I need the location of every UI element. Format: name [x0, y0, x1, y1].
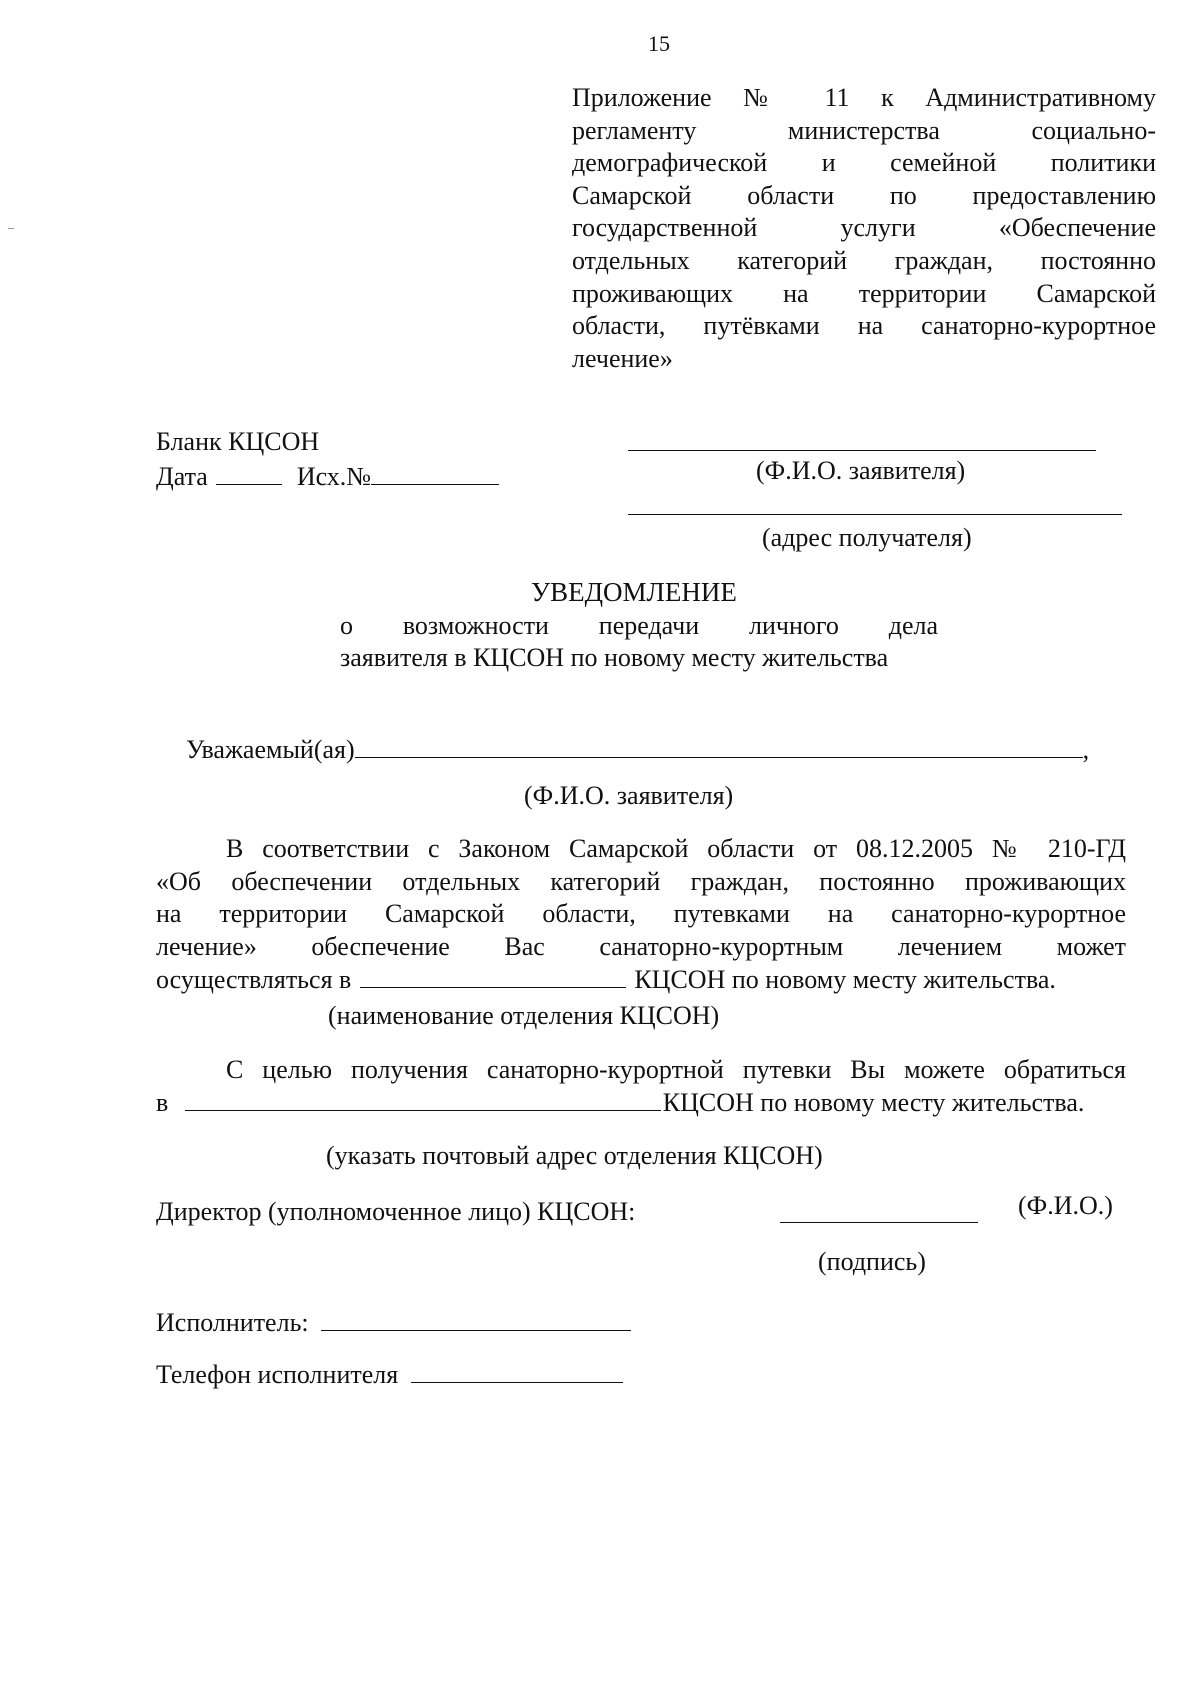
notice-subtitle-line: о возможности передачи личного дела: [340, 611, 938, 640]
paragraph-line: «Об обеспечении отдельных категорий граждан, постоянно проживающих: [156, 866, 1126, 896]
outgoing-number-field: [371, 460, 499, 485]
appendix-line: регламенту министерства социально-: [572, 115, 1156, 145]
executor-row: [156, 1306, 633, 1339]
date-field: [216, 460, 282, 485]
department-address-field: [185, 1086, 661, 1111]
date-label: Дата: [156, 462, 208, 491]
paragraph-line: на территории Самарской области, путевками на санаторно-курортное: [156, 899, 1126, 929]
phone-row: [156, 1358, 625, 1391]
director-fio: (Ф.И.О.): [1018, 1191, 1113, 1220]
salutation-label: Уважаемый(ая): [186, 735, 355, 764]
phone-field: [411, 1358, 623, 1383]
paragraph-law: [156, 833, 1126, 997]
paragraph-prefix: в: [156, 1088, 169, 1117]
scan-speck: [8, 228, 14, 229]
department-address-caption: (указать почтовый адрес отделения КЦСОН): [326, 1141, 823, 1170]
paragraph-contact-line: С целью получения санаторно-курортной путевки Вы можете обратиться: [226, 1055, 1126, 1084]
salutation-row: [186, 733, 1089, 766]
salutation-name-field: [355, 733, 1083, 758]
director-label: Директор (уполномоченное лицо) КЦСОН:: [156, 1197, 636, 1226]
paragraph-line: [156, 963, 1126, 997]
paragraph-line: В соответствии с Законом Самарской области от 08.12.2005 № 210-ГД: [226, 834, 1126, 863]
recipient-address-field: [628, 514, 1122, 515]
page-number: 15: [648, 31, 670, 56]
appendix-line: государственной услуги «Обеспечение: [572, 213, 1156, 243]
phone-label: Телефон исполнителя: [156, 1360, 399, 1389]
paragraph-contact-row: [156, 1086, 1084, 1119]
notice-subtitle-line: заявителя в КЦСОН по новому месту жительства: [340, 643, 889, 672]
salutation-comma: ,: [1082, 735, 1090, 764]
blank-label: Бланк КЦСОН: [156, 427, 320, 456]
applicant-name-caption: (Ф.И.О. заявителя): [756, 456, 966, 485]
salutation-caption: (Ф.И.О. заявителя): [524, 781, 734, 810]
appendix-line: области, путёвками на санаторно-курортное: [572, 311, 1156, 341]
appendix-line: проживающих на территории Самарской: [572, 278, 1156, 308]
department-name-field: [360, 963, 626, 988]
paragraph-suffix: КЦСОН по новому месту жительства.: [662, 1088, 1085, 1117]
signature-field: [780, 1222, 978, 1223]
recipient-address-caption: (адрес получателя): [762, 523, 972, 552]
appendix-line: Приложение № 11 к Административному: [572, 83, 1156, 112]
applicant-name-field: [628, 450, 1096, 451]
appendix-line: лечение»: [572, 343, 673, 373]
executor-field: [321, 1306, 631, 1331]
appendix-line: отдельных категорий граждан, постоянно: [572, 245, 1156, 275]
appendix-line: Самарской области по предоставлению: [572, 180, 1156, 210]
paragraph-prefix: осуществляться в: [156, 965, 352, 995]
department-name-caption: (наименование отделения КЦСОН): [328, 1001, 720, 1030]
notice-title: УВЕДОМЛЕНИЕ: [531, 577, 737, 607]
paragraph-suffix: КЦСОН по новому месту жительства.: [634, 965, 1056, 995]
appendix-line: демографической и семейной политики: [572, 148, 1156, 178]
paragraph-line: лечение» обеспечение Вас санаторно-курортным лечением может: [156, 931, 1126, 961]
appendix-block: [572, 82, 1156, 375]
outgoing-label: Исх.№: [296, 462, 372, 491]
signature-caption: (подпись): [818, 1247, 926, 1276]
executor-label: Исполнитель:: [156, 1308, 309, 1337]
date-row: [156, 460, 501, 493]
